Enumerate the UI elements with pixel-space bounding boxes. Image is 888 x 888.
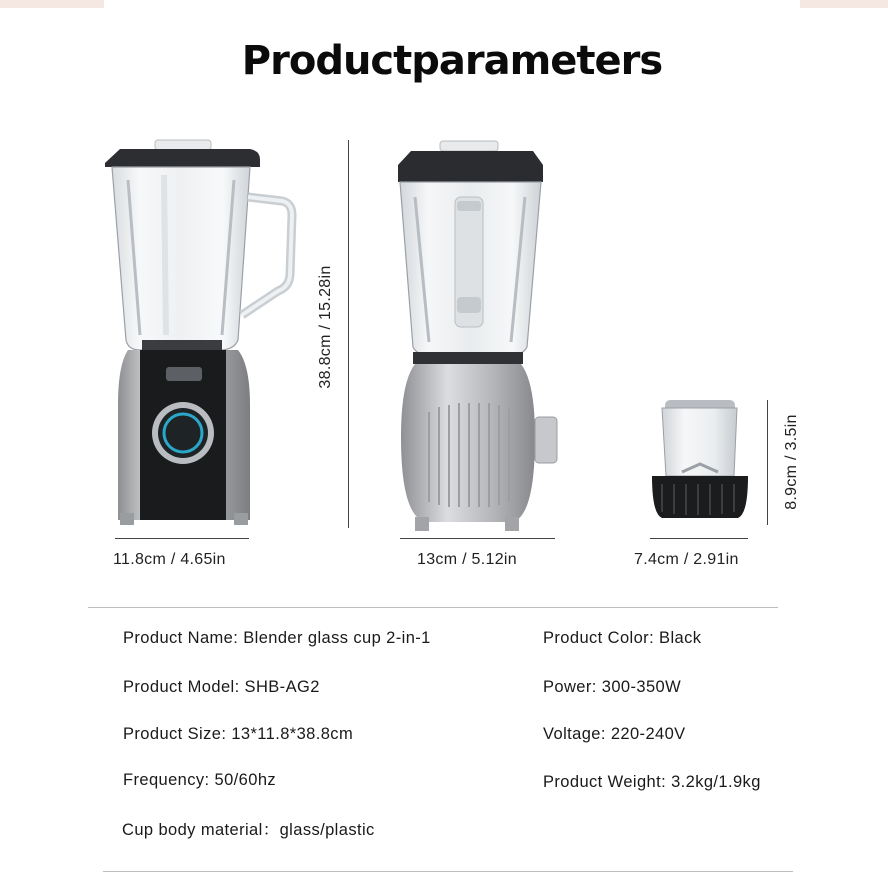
width-dimension-line-center [400, 538, 555, 539]
corner-decoration-right [800, 0, 888, 8]
spec-power: Power: 300-350W [543, 678, 682, 696]
spec-product-size: Product Size: 13*11.8*38.8cm [123, 725, 354, 743]
divider-bottom [103, 871, 793, 872]
divider-top [88, 607, 778, 608]
grinder-height-dimension-line [767, 400, 768, 525]
spec-frequency: Frequency: 50/60hz [123, 771, 277, 789]
grinder-cup-image [642, 394, 757, 529]
page-title: Productparameters [241, 38, 663, 84]
width-dimension-line-left [115, 538, 249, 539]
height-dimension-line [348, 140, 349, 528]
spec-product-model: Product Model: SHB-AG2 [123, 678, 320, 696]
blender-front-image [393, 137, 563, 532]
spec-voltage: Voltage: 220-240V [543, 725, 686, 743]
blender-height-label: 38.8cm / 15.28in [317, 265, 334, 389]
blender-front-width-label: 13cm / 5.12in [417, 551, 517, 568]
spec-product-weight: Product Weight: 3.2kg/1.9kg [543, 773, 761, 791]
spec-cup-body-material: Cup body material：glass/plastic [122, 821, 375, 839]
spec-product-name: Product Name: Blender glass cup 2-in-1 [123, 629, 431, 647]
blender-with-handle-image [100, 135, 300, 530]
corner-decoration-left [0, 0, 104, 8]
grinder-width-label: 7.4cm / 2.91in [634, 551, 739, 568]
spec-product-color: Product Color: Black [543, 629, 702, 647]
width-dimension-line-right [650, 538, 748, 539]
grinder-height-label: 8.9cm / 3.5in [783, 414, 800, 510]
blender-handle-width-label: 11.8cm / 4.65in [113, 551, 226, 568]
